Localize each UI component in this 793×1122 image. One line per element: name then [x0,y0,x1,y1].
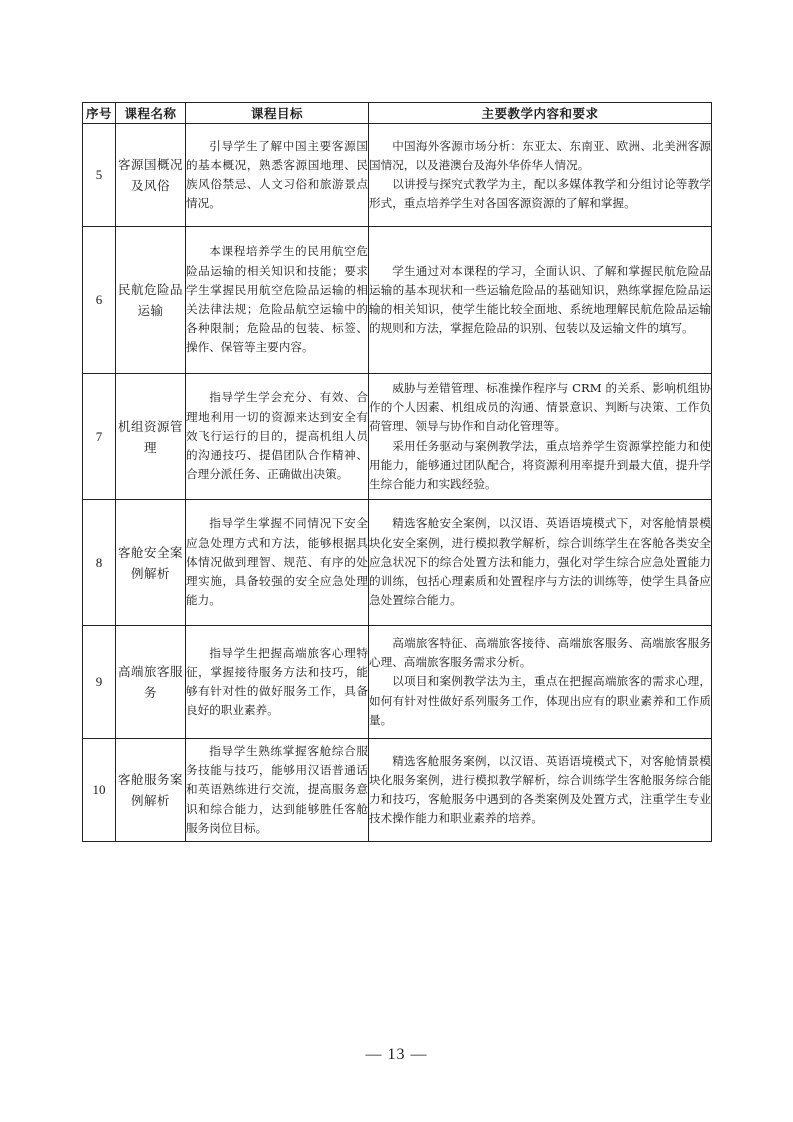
course-goal-paragraph: 本课程培养学生的民用航空危险品运输的相关知识和技能；要求学生掌握民用航空危险品运输的相关法律法规；危险品航空运输中的各种限制；危险品的包装、标签、操作、保管等主要内容。 [186,244,368,355]
course-goal-paragraph: 指导学生熟练掌握客舱综合服务技能与技巧，能够用汉语普通话和英语熟练进行交流，提高服务意识和综合能力，达到能够胜任客舱服务岗位目标。 [186,743,368,835]
row-number: 8 [83,500,116,626]
course-name: 高端旅客服务 [116,626,186,739]
table-row [83,124,712,227]
header-course-name: 课程名称 [116,103,186,124]
course-goal-paragraph: 指导学生掌握不同情况下安全应急处理方式和方法，能够根据具体情况做到理智、规范、有序的处理实施，具备较强的安全应急处理能力。 [186,516,368,608]
teaching-content-paragraph: 采用任务驱动与案例教学法，重点培养学生资源掌控能力和使用能力，能够通过团队配合，将资源利用率提升到最大值，提升学生综合能力和实践经验。 [369,438,711,491]
course-goal-paragraph: 指导学生把握高端旅客心理特征，掌握接待服务方法和技巧，能够有针对性的做好服务工作，具备良好的职业素养。 [186,645,368,718]
table-body [83,124,712,842]
table-row [83,500,712,626]
header-course-goal: 课程目标 [186,103,369,124]
row-number: 6 [83,227,116,374]
course-goal [186,739,369,842]
course-goal [186,124,369,227]
table-header-row [83,103,712,124]
teaching-content-paragraph: 精选客舱服务案例，以汉语、英语语境模式下，对客舱情景模块化服务案例，进行模拟教学解析，综合训练学生客舱服务综合能力和技巧，客舱服务中遇到的各类案例及处置方式，注重学生专业技术操作能力和职业素养的培养。 [369,753,711,826]
row-number: 9 [83,626,116,739]
teaching-content [369,124,712,227]
course-goal [186,626,369,739]
course-name: 客舱安全案例解析 [116,500,186,626]
table-row [83,227,712,374]
teaching-content [369,739,712,842]
teaching-content [369,500,712,626]
course-goal [186,500,369,626]
course-goal [186,227,369,374]
table-row [83,739,712,842]
table-row [83,626,712,739]
row-number: 5 [83,124,116,227]
course-table [82,102,712,842]
course-name: 客舱服务案例解析 [116,739,186,842]
teaching-content-paragraph: 精选客舱安全案例，以汉语、英语语境模式下，对客舱情景模块化安全案例，进行模拟教学解析，综合训练学生在客舱各类安全应急状况下的综合处置方法和能力，强化对学生综合应急处置能力的训练，包括心理素质和处置程序与方法的训练等，使学生具备应急处置综合能力。 [369,516,711,608]
teaching-content [369,374,712,500]
header-no: 序号 [83,103,116,124]
teaching-content [369,227,712,374]
teaching-content [369,626,712,739]
teaching-content-paragraph: 学生通过对本课程的学习，全面认识、了解和掌握民航危险品运输的基本现状和一些运输危险品的基础知识，熟练掌握危险品运输的相关知识，使学生能比较全面地、系统地理解民航危险品运输的规则和方法，掌握危险品的识别、包装以及运输文件的填写。 [369,263,711,336]
course-name: 机组资源管理 [116,374,186,500]
teaching-content-paragraph: 威胁与差错管理、标准操作程序与 CRM 的关系、影响机组协作的个人因素、机组成员的沟通、情景意识、判断与决策、工作负荷管理、领导与协作和自动化管理等。 [369,380,711,434]
course-name: 民航危险品运输 [116,227,186,374]
course-goal [186,374,369,500]
course-name: 客源国概况及风俗 [116,124,186,227]
teaching-content-paragraph: 以讲授与探究式教学为主，配以多媒体教学和分组讨论等教学形式，重点培养学生对各国客源资源的了解和掌握。 [369,177,711,211]
row-number: 10 [83,739,116,842]
table-row [83,374,712,500]
teaching-content-paragraph: 中国海外客源市场分析：东亚太、东南亚、欧洲、北美洲客源国情况，以及港澳台及海外华侨华人情况。 [369,138,711,172]
teaching-content-paragraph: 高端旅客特征、高端旅客接待、高端旅客服务、高端旅客服务心理、高端旅客服务需求分析。 [369,635,711,670]
row-number: 7 [83,374,116,500]
course-goal-paragraph: 引导学生了解中国主要客源国的基本概况，熟悉客源国地理、民族风俗禁忌、人文习俗和旅游景点情况。 [186,138,368,211]
teaching-content-paragraph: 以项目和案例教学法为主，重点在把握高端旅客的需求心理，如何有针对性做好系列服务工作，体现出应有的职业素养和工作质量。 [369,674,711,727]
header-teaching-content: 主要教学内容和要求 [369,103,712,124]
course-goal-paragraph: 指导学生学会充分、有效、合理地利用一切的资源来达到安全有效飞行运行的目的，提高机组人员的沟通技巧、提倡团队合作精神、合理分派任务、正确做出决策。 [186,390,368,482]
page-number: — 13 — [365,1046,428,1063]
